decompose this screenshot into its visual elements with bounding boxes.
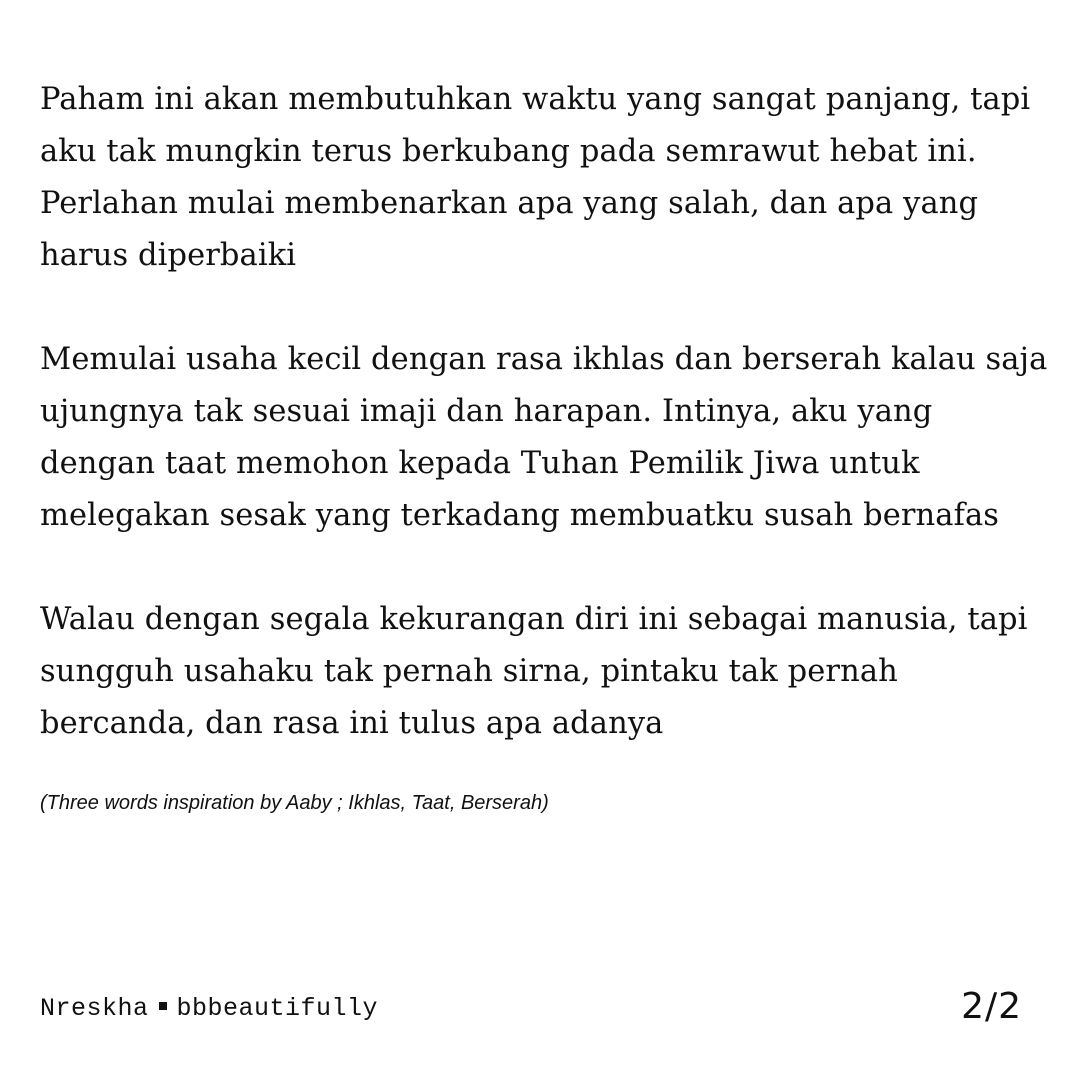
author-name: Nreskha bbox=[40, 994, 149, 1023]
paragraph-3: Walau dengan segala kekurangan diri ini sebagai manusia, tapi sungguh usahaku tak pernah sirna, pintaku tak pernah bercanda, dan rasa ini tulus apa adanya bbox=[40, 602, 1028, 741]
poem-body bbox=[40, 74, 1050, 816]
author-handle: bbbeautifully bbox=[176, 994, 379, 1023]
paragraph-1: Paham ini akan membutuhkan waktu yang sangat panjang, tapi aku tak mungkin terus berkubang pada semrawut hebat ini. Perlahan mulai membenarkan apa yang salah, dan apa yang harus diperbaiki bbox=[40, 82, 1031, 273]
inspiration-caption: (Three words inspiration by Aaby ; Ikhlas, Taat, Berserah) bbox=[40, 792, 549, 814]
page-indicator: 2/2 bbox=[961, 986, 1022, 1027]
separator-dot bbox=[159, 1002, 167, 1010]
paragraph-2: Memulai usaha kecil dengan rasa ikhlas dan berserah kalau saja ujungnya tak sesuai imaji dan harapan. Intinya, aku yang dengan taat memohon kepada Tuhan Pemilik Jiwa untuk melegakan sesak yang terkadang membuatku susah bernafas bbox=[40, 342, 1048, 533]
author-signature bbox=[40, 994, 378, 1024]
